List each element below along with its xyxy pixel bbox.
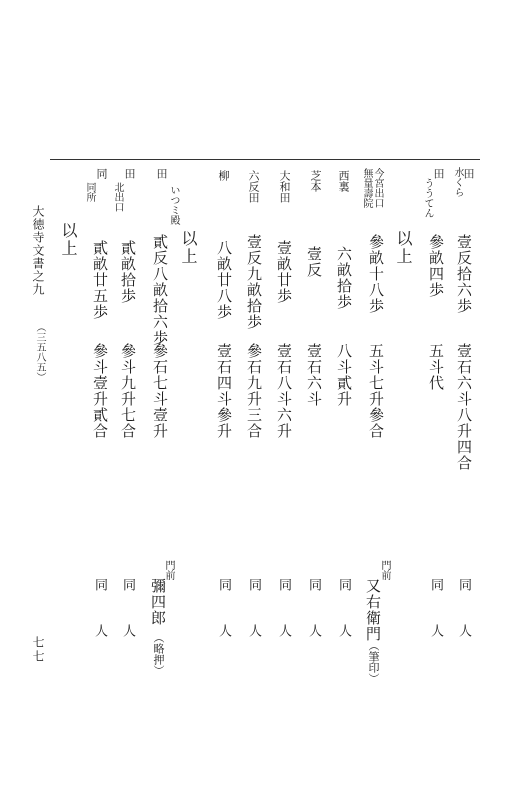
yield-value: 八斗貳升 [335,343,353,407]
yield-value: 壹石四斗參升 [215,343,233,439]
holder-sublabel: 門前 [379,560,390,580]
area-value: 壹反拾六歩 [455,234,473,314]
yield-value: 壹石八斗六升 [275,343,293,439]
page-note: （三五八五） [34,322,45,382]
holder-name: 同 人 [306,578,321,647]
holder-name: 同 人 [120,578,135,647]
holder-name: 同 人 [276,578,291,647]
holder-name: 同 人 [428,578,443,647]
yield-value: 參石九升三合 [245,343,263,439]
holder-sublabel: 門前 [163,560,174,580]
place-sublabel: ううてん [422,178,433,218]
place-label: 大和田 [278,170,291,203]
area-value: 壹反九畝拾歩 [245,234,263,330]
area-value: 八畝廿八歩 [215,240,233,320]
place-label: 芝本 [309,170,322,192]
place-sublabel: いつミ殿 [168,185,179,225]
place-sublabel: 水くら [452,167,463,197]
place-label: 柳 [217,170,230,181]
area-value: 參畝十八歩 [367,234,385,314]
ijo-marker: 以上 [179,230,198,266]
place-sublabel: 同所 [84,182,95,202]
running-title: 大徳寺文書之九 [31,205,45,296]
holder-note: （略押） [152,632,165,676]
area-value: 壹反 [305,246,323,278]
area-value: 六畝拾歩 [335,246,353,310]
place-sublabel: 北出口 [112,182,123,212]
holder-name: 又右衛門 [364,578,382,642]
area-value: 參畝四歩 [427,234,445,298]
holder-name: 同 人 [216,578,231,647]
horizontal-rule [50,159,480,160]
holder-name: 同 人 [336,578,351,647]
yield-value: 五斗七升參合 [367,343,385,439]
ijo-marker: 以上 [394,230,413,266]
area-value: 壹畝廿歩 [275,240,293,304]
yield-value: 參斗九升七合 [119,343,137,439]
area-value: 貳畝廿五歩 [91,240,109,320]
place-sublabel: 今宮出口 [372,168,383,208]
yield-value: 壹石六斗 [305,343,323,407]
place-label: 無量壽院 [361,168,372,208]
place-label: 六反田 [247,170,260,203]
holder-name: 彌四郎 [149,578,167,626]
place-label: 同 [95,168,108,179]
holder-name: 同 人 [456,578,471,647]
yield-value: 五斗代 [427,343,445,391]
place-label: 田 [155,168,168,179]
yield-value: 壹石六斗八升四合 [455,343,473,471]
ijo-marker: 以上 [59,222,78,258]
holder-name: 同 人 [246,578,261,647]
place-label: 田 [462,168,475,179]
place-label: 田 [432,168,445,179]
area-value: 貳反八畝拾六歩 [151,234,169,346]
place-label: 田 [123,168,136,179]
yield-value: 參斗壹升貳合 [91,343,109,439]
page-number: 七七 [31,636,45,664]
holder-note: （筆印） [367,640,380,684]
yield-value: 參石七斗壹升 [151,343,169,439]
holder-name: 同 人 [92,578,107,647]
place-label: 西裏 [337,170,350,192]
area-value: 貳畝拾歩 [119,240,137,304]
